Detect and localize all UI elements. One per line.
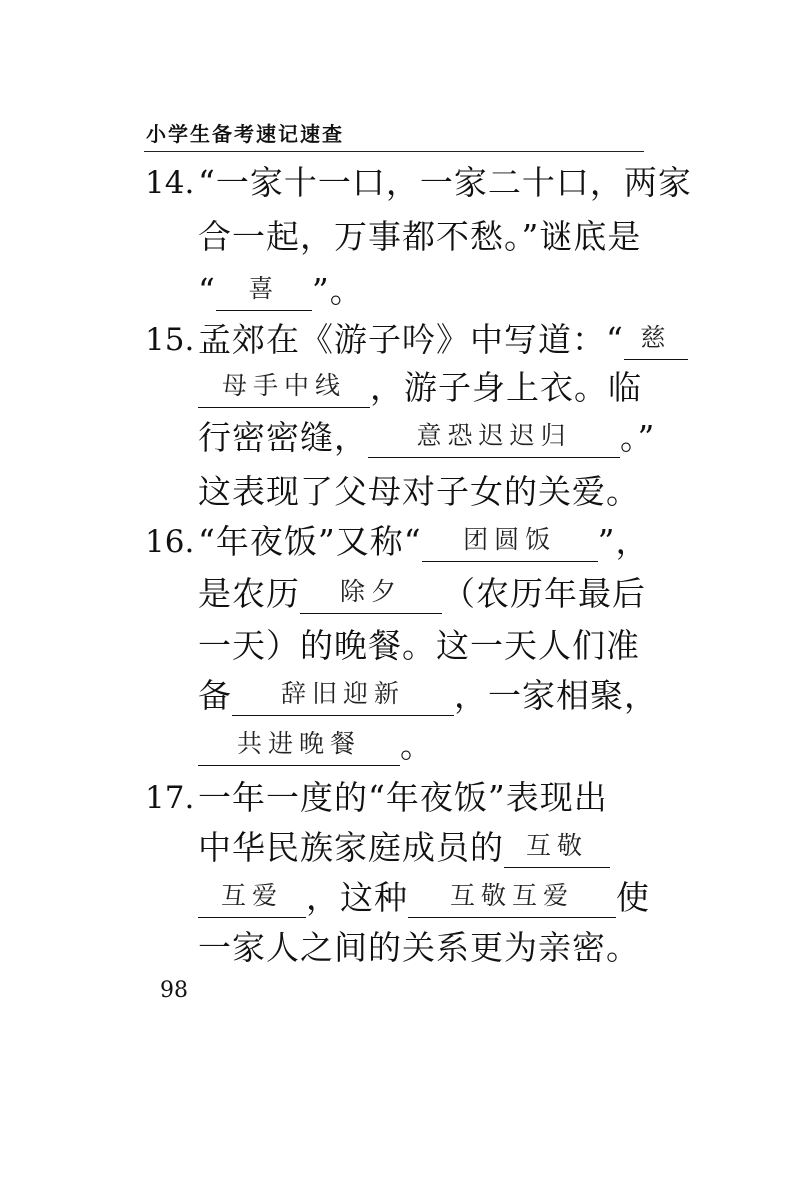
- question-line: “一家十一口，一家二十口，两家: [198, 163, 692, 202]
- answer-blank: 团圆饭: [422, 523, 598, 562]
- text: ，游子身上衣。临: [370, 368, 642, 407]
- text: 中华民族家庭成员的: [198, 828, 504, 867]
- text: 备: [198, 676, 232, 715]
- text: （农历年最后: [442, 574, 646, 613]
- answer-blank: 互敬互爱: [408, 879, 616, 918]
- question-line: [198, 522, 650, 562]
- question-line: 合一起，万事都不愁。”谜底是: [198, 217, 642, 256]
- text: ，这种: [306, 878, 408, 917]
- answer-blank: 母手中线: [198, 369, 370, 408]
- question-number: 16.: [145, 524, 195, 560]
- question-line: 一天）的晚餐。这一天人们准: [198, 626, 640, 665]
- text: 行密密缝，: [198, 418, 368, 457]
- answer-blank: 意恐迟迟归: [368, 419, 620, 458]
- answer-blank: 辞旧迎新: [232, 677, 454, 716]
- question-line: [198, 726, 434, 766]
- text: 使: [616, 878, 650, 917]
- answer-blank: 喜: [216, 272, 312, 311]
- text: ”。: [311, 271, 364, 310]
- answer-blank: 互敬: [504, 829, 610, 868]
- text: 。”: [620, 418, 656, 457]
- question-number: 17.: [145, 780, 195, 816]
- header-rule: [144, 151, 644, 152]
- text: “年夜饭”又称“: [198, 522, 422, 561]
- text: 孟郊在《游子吟》中写道：“: [198, 320, 624, 359]
- question-line: [198, 676, 658, 716]
- question-number: 14.: [145, 165, 195, 201]
- answer-blank: 共进晚餐: [198, 727, 400, 766]
- page-number: 98: [160, 978, 188, 1003]
- question-line: [198, 320, 688, 360]
- question-line: [198, 878, 650, 918]
- question-number: 15.: [145, 322, 195, 358]
- text: 。: [400, 726, 434, 765]
- answer-blank: 慈: [624, 321, 688, 360]
- text: 是农历: [198, 574, 300, 613]
- answer-blank: 除夕: [300, 575, 442, 614]
- text: ，一家相聚，: [454, 676, 658, 715]
- text: “: [198, 271, 216, 310]
- question-line: 一年一度的“年夜饭”表现出: [198, 778, 608, 817]
- page-header-title: 小学生备考速记速查: [146, 122, 344, 146]
- question-line: 一家人之间的关系更为亲密。: [198, 928, 640, 967]
- question-line: [198, 574, 646, 614]
- question-line: [198, 271, 364, 311]
- text: ”，: [597, 522, 650, 561]
- question-line: [198, 418, 655, 458]
- question-line: [198, 368, 642, 408]
- question-line: [198, 828, 610, 868]
- answer-blank: 互爱: [198, 879, 306, 918]
- question-line: 这表现了父母对子女的关爱。: [198, 472, 640, 511]
